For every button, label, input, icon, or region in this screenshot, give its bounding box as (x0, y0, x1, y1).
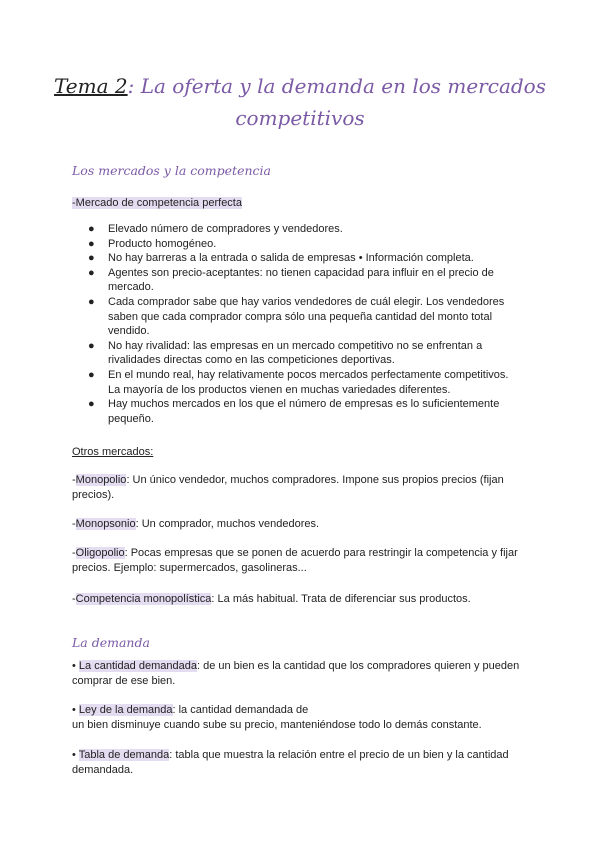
demand-item-ley-demanda: • Ley de la demanda: la cantidad demandada de un bien disminuye cuando sube su precio, manteniéndose todo lo demás constante. (72, 704, 482, 731)
demand-item-cantidad-demandada: • La cantidad demandada: de un bien es la cantidad que los compradores quieren y pueden comprar de ese bien. (72, 660, 520, 687)
bullet-dot-icon: ● (88, 368, 95, 381)
market-item-oligopolio: -Oligopolio: Pocas empresas que se ponen de acuerdo para restringir la competencia y fijar precios. Ejemplo: supermercados, gasolineras... (72, 547, 518, 574)
bullet-dot-icon: ● (88, 252, 95, 265)
demand-definition: : de un bien es la cantidad que los compradores quieren y pueden comprar de ese bien. (72, 660, 520, 687)
bullet-dot-icon: ● (88, 295, 95, 308)
demand-term: Ley de la demanda (78, 704, 173, 716)
list-item: ● Agentes son precio-aceptantes: no tienen capacidad para influir en el precio de mercado. (88, 266, 494, 294)
list-item: ● No hay rivalidad: las empresas en un mercado competitivo no se enfrentan a rivalidades directas como en las competiciones deportivas. (88, 339, 483, 367)
market-definition: : Un único vendedor, muchos compradores. Impone sus propios precios (fijan precios). (72, 474, 504, 501)
bullet-dot-icon: ● (88, 237, 95, 250)
title-rest: : La oferta y la demanda en los mercados competitivos (127, 74, 546, 130)
bullet-dot-icon: ● (88, 398, 95, 411)
market-definition: : La más habitual. Trata de diferenciar sus productos. (211, 593, 471, 605)
list-item: ● Elevado número de compradores y vendedores. (88, 223, 343, 235)
section-heading-mercados: Los mercados y la competencia (72, 163, 271, 178)
perfect-competition-label-text: -Mercado de competencia perfecta (72, 197, 242, 209)
market-term: Monopolio (75, 474, 127, 486)
perfect-competition-label (72, 196, 532, 211)
demand-definition: : tabla que muestra la relación entre el precio de un bien y la cantidad demandada. (72, 749, 509, 776)
market-definition: : Pocas empresas que se ponen de acuerdo para restringir la competencia y fijar precios. Ejemplo: supermercados, gasolineras... (72, 547, 518, 574)
list-item: ● Cada comprador sabe que hay varios vendedores de cuál elegir. Los vendedores saben que cada comprador compra sólo una pequeña cantidad del monto total vendido. (88, 295, 505, 338)
title-tema: Tema 2 (54, 74, 128, 98)
market-term: Oligopolio (75, 547, 125, 559)
perfect-competition-list (72, 222, 522, 426)
list-item: ● En el mundo real, hay relativamente pocos mercados perfectamente competitivos. La mayoría de los productos vienen en muchas variedades diferentes. (88, 368, 509, 396)
demand-item-tabla-demanda: • Tabla de demanda: tabla que muestra la relación entre el precio de un bien y la cantidad demandada. (72, 749, 509, 776)
market-item-monopolio: -Monopolio: Un único vendedor, muchos compradores. Impone sus propios precios (fijan precios). (72, 474, 504, 501)
list-item: ● No hay barreras a la entrada o salida de empresas • Información completa. (88, 252, 474, 265)
bullet-dot-icon: ● (88, 339, 95, 352)
demand-term: Tabla de demanda (78, 749, 170, 761)
demand-term: La cantidad demandada (78, 660, 197, 672)
demand-definition-cont: un bien disminuye cuando sube su precio, manteniéndose todo lo demás constante. (72, 719, 482, 731)
demand-definition: : la cantidad demandada de (172, 704, 309, 716)
market-item-monopsonio: -Monopsonio: Un comprador, muchos vendedores. (72, 518, 320, 530)
market-term: Competencia monopolística (75, 593, 212, 605)
list-item: ● Hay muchos mercados en los que el número de empresas es lo suficientemente pequeño. (88, 398, 500, 425)
market-definition: : Un comprador, muchos vendedores. (135, 518, 320, 530)
bullet-dot-icon: ● (88, 266, 95, 279)
section-heading-demanda: La demanda (72, 635, 150, 650)
market-item-competencia-monopolistica: -Competencia monopolística: La más habitual. Trata de diferenciar sus productos. (72, 593, 471, 605)
bullet-dot-icon: ● (88, 223, 95, 235)
otros-mercados-label: Otros mercados: (72, 446, 154, 458)
market-term: Monopsonio (75, 518, 136, 530)
page-title (40, 70, 560, 134)
list-item: ● Producto homogéneo. (88, 237, 217, 250)
